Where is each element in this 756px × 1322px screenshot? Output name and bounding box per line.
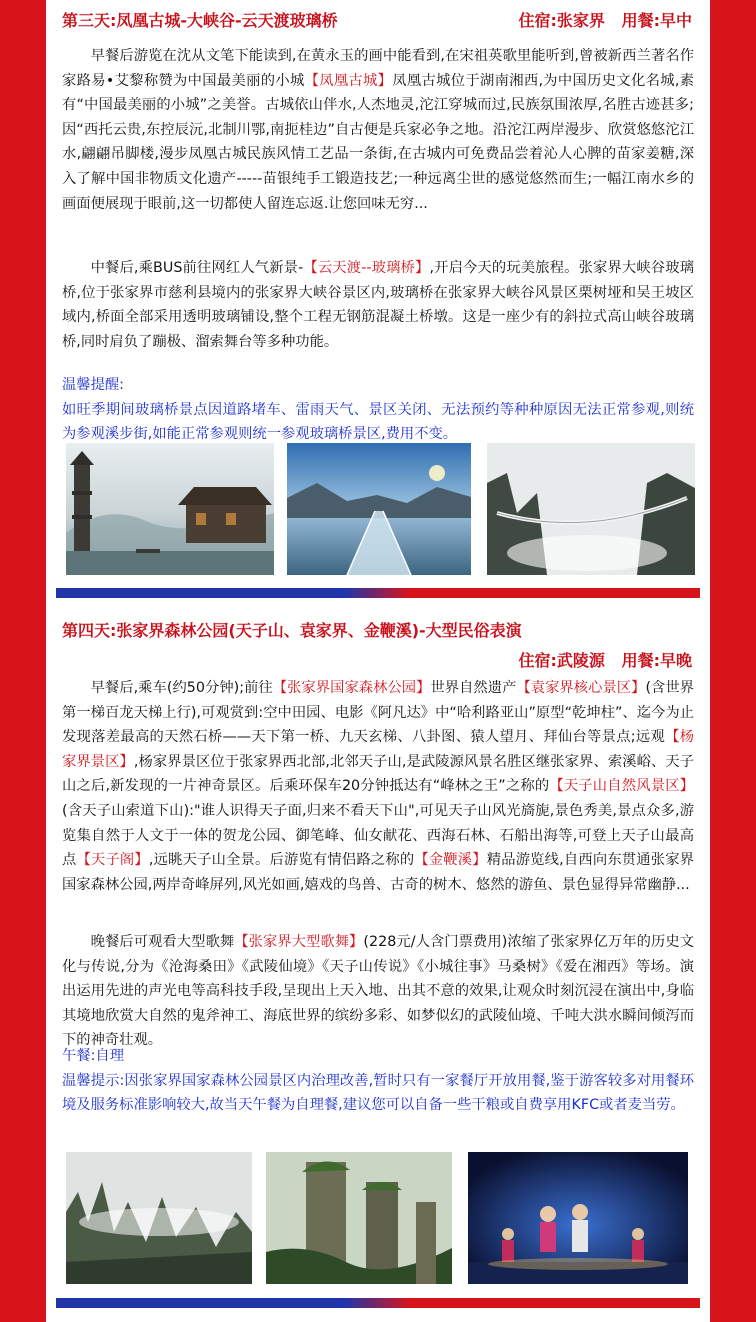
text: 中餐后,乘BUS前往网红人气新景- <box>90 260 304 276</box>
photo-folk-show <box>468 1152 688 1284</box>
text: 精品游览线,自西向东贯通张家界国家森林公园,两岸奇峰屏列,风光如画,嬉戏的鸟兽、古奇的树木、悠然的游鱼、景色显得异常幽静... <box>62 852 695 893</box>
day4-stay: 住宿:武陵源 <box>518 651 605 670</box>
day3-title: 第三天:凤凰古城-大峡谷-云天渡玻璃桥 <box>62 11 338 30</box>
day4-stay-meal <box>518 644 692 678</box>
canyon-bridge-image <box>487 443 695 575</box>
day3-tip-label: 温馨提醒: <box>62 377 125 393</box>
photo-canyon-bridge <box>487 443 695 575</box>
day3-tip <box>62 373 694 447</box>
day3-tip-text: 如旺季期间玻璃桥景点因道路堵车、雷雨天气、景区关闭、无法预约等种种原因无法正常参观,则统为参观溪步街,如能正常参观则统一参观玻璃桥景区,费用不变。 <box>62 401 694 443</box>
day4-tip-text: 温馨提示:因张家界国家森林公园景区内治理改善,暂时只有一家餐厅开放用餐,鉴于游客较多对用餐环境及服务标准影响较大,故当天午餐为自理餐,建议您可以自备一些干粮或自费享用KFC或者麦当劳。 <box>62 1072 694 1114</box>
day4-title-row <box>46 614 710 676</box>
highlight-show: 【张家界大型歌舞】 <box>234 934 364 950</box>
photo-peaks-1 <box>66 1152 252 1284</box>
day3-stay: 住宿:张家界 <box>518 11 605 30</box>
day4-title: 第四天:张家界森林公园(天子山、袁家界、金鞭溪)-大型民俗表演 <box>62 621 522 640</box>
day3-paragraph-2 <box>62 256 694 354</box>
text: 早餐后,乘车(约50分钟);前往 <box>90 680 273 696</box>
day4-paragraph-2 <box>62 930 694 1053</box>
highlight-yuanjiajie: 【袁家界核心景区】 <box>516 680 646 696</box>
highlight-yangjiajie: 【杨家界景区】 <box>62 729 694 770</box>
section-divider-1 <box>56 588 700 598</box>
text: ,开启今天的玩美旅程。张家界大峡谷玻璃桥,位于张家界市慈利县境内的张家界大峡谷景区内,玻璃桥在张家界大峡谷风景区栗树垭和吴王坡区域内,桥面全部采用透明玻璃铺设,整个工程无钢筋混凝土桥墩。这是一座少有的斜拉式高山峡谷玻璃桥,同时肩负了蹦极、溜索舞台等多种功能。 <box>62 260 694 350</box>
glass-bridge-image <box>287 443 471 575</box>
highlight-tianzishan: 【天子山自然风景区】 <box>549 778 694 795</box>
day4-paragraph-1 <box>62 676 694 897</box>
peaks-1-image <box>66 1152 252 1284</box>
day3-paragraph-1 <box>62 44 694 216</box>
text: 凤凰古城位于湖南湘西,为中国历史文化名城,素有“中国最美丽的小城”之美誉。古城依山伴水,人杰地灵,沱江穿城而过,民族氛围浓厚,名胜古迹甚多;因“西托云贵,东控辰沅,北制川鄂,南扼桂边”自古便是兵家必争之地。沿沱江两岸漫步、欣赏悠悠沱江水,翩翩吊脚楼,漫步凤凰古城民族风情工艺品一条街,在古城内可免费品尝着沁人心脾的苗家姜糖,深入了解中国非物质文化遗产-----苗银纯手工锻造技艺;一种远离尘世的感觉悠然而生;一幅江南水乡的画面便展现于眼前,这一切都使人留连忘返.让您回味无穷... <box>62 72 695 212</box>
day3-section <box>46 4 710 443</box>
text: ,杨家界景区位于张家界西北部,北邻天子山,是武陵源风景名胜区继张家界、索溪峪、天子山之后,新发现的一片神奇景区。后乘环保车20分钟抵达有“峰林之王”之称的 <box>62 753 694 795</box>
folk-show-image <box>468 1152 688 1284</box>
day4-notes <box>62 1044 694 1118</box>
text: 世界自然遗产 <box>430 680 517 696</box>
photo-peaks-2 <box>266 1152 452 1284</box>
peaks-2-image <box>266 1152 452 1284</box>
text: 早餐后游览在沈从文笔下能读到,在黄永玉的画中能看到,在宋祖英歌里能听到,曾被新西兰著名作家路易•艾黎称赞为中国最美丽的小城 <box>62 48 694 89</box>
phoenix-town-image <box>66 443 274 575</box>
highlight-phoenix-town: 【凤凰古城】 <box>304 72 393 89</box>
day3-meal: 用餐:早中 <box>621 11 692 30</box>
text: (含世界第一梯百龙天梯上行),可观赏到:空中田园、电影《阿凡达》中“哈利路亚山”原型“乾坤柱”、迄今为止发现落差最高的天然石桥——天下第一桥、九天玄梯、八卦图、猿人望月、拜仙台等景点;远观 <box>62 680 695 746</box>
highlight-tianzige: 【天子阁】 <box>76 852 149 869</box>
section-divider-2 <box>56 1298 700 1308</box>
itinerary-page <box>46 0 710 1322</box>
day3-stay-meal <box>518 4 692 38</box>
highlight-glass-bridge: 【云天渡--玻璃桥】 <box>303 260 430 276</box>
day4-lunch: 午餐:自理 <box>62 1048 125 1064</box>
text: (228元/人含门票费用)浓缩了张家界亿万年的历史文化与传说,分为《沧海桑田》《武陵仙境》《天子山传说》《小城往事》马桑树》《爱在湘西》等场。演出运用先进的声光电等高科技手段,呈现出上天入地、出其不意的效果,让观众时刻沉浸在演出中,身临其境地欣赏大自然的鬼斧神工、海底世界的缤纷多彩、如梦似幻的武陵仙境、千吨大洪水瞬间倾泻而下的神奇壮观。 <box>62 934 694 1049</box>
text: ,远眺天子山全景。后游览有情侣路之称的 <box>148 852 415 869</box>
day3-title-row <box>46 4 710 38</box>
text: (含天子山索道下山):"谁人识得天子面,归来不看天下山",可见天子山风光旖旎,景色秀美,景点众多,游览集自然于人文于一体的贺龙公园、御笔峰、仙女献花、西海石林、石船出海等,可登上天子山最高点 <box>62 802 694 869</box>
day4-section <box>46 614 710 1114</box>
photo-phoenix-town <box>66 443 274 575</box>
text: 晚餐后可观看大型歌舞 <box>90 934 235 950</box>
photo-glass-bridge <box>287 443 471 575</box>
highlight-jinbianxi: 【金鞭溪】 <box>414 852 487 869</box>
highlight-forest-park: 【张家界国家森林公园】 <box>272 680 431 696</box>
day4-meal: 用餐:早晚 <box>621 651 692 670</box>
